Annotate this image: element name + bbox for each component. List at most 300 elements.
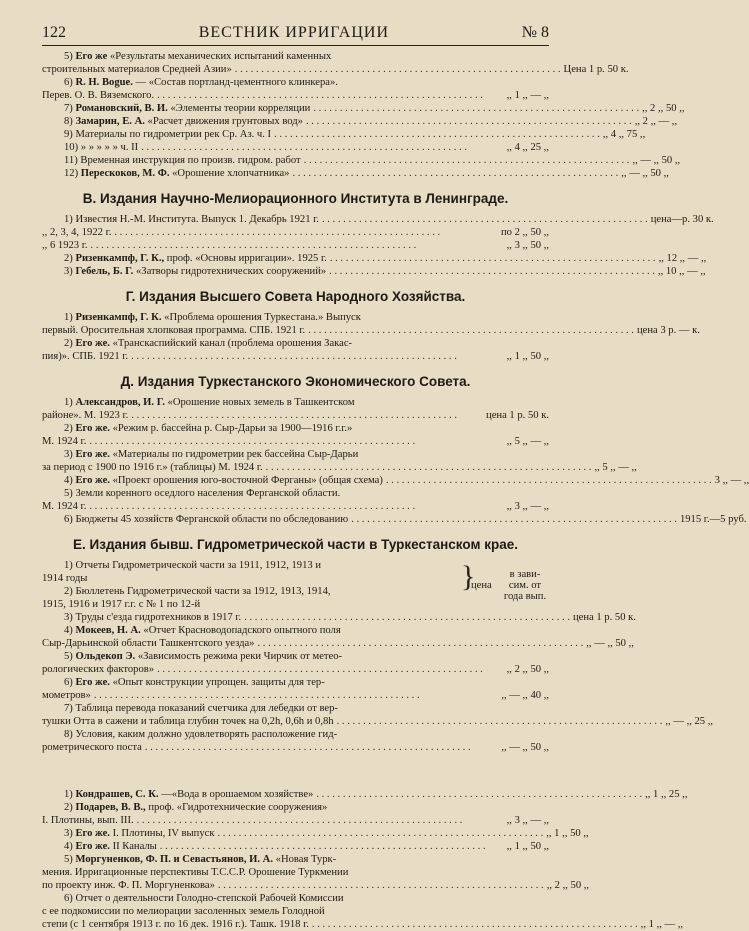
list-item — [42, 689, 549, 702]
item-price: ,, 1 ,, 50 ,, — [546, 828, 589, 839]
item-title: мения. Ирригационные перспективы Т.С.С.Р. Орошение Туркмении — [42, 867, 349, 878]
item-number: 2) — [64, 586, 76, 597]
item-title: «Расчет движения грунтовых вод» — [147, 116, 303, 127]
dot-leader — [141, 141, 503, 154]
item-text — [64, 513, 348, 526]
list-item — [42, 559, 459, 572]
section-d — [42, 374, 749, 526]
item-price: 1915 г.—5 руб. — [679, 514, 747, 525]
item-number: 1) — [64, 560, 76, 571]
section-g-list — [42, 311, 700, 363]
item-author: Моргуненков, Ф. П. и Севастьянов, И. А. — [75, 854, 276, 865]
item-title: «Зависимость режима реки Чирчик от метео- — [137, 651, 343, 662]
item-author: Его же. — [75, 423, 113, 434]
item-title: ,, 6 1923 г. — [42, 240, 88, 251]
brace-note: в зави- сим. от года вып. — [503, 568, 547, 602]
dot-leader — [330, 252, 656, 265]
dot-leader — [89, 500, 503, 513]
section-e-title: Е. Издания бывш. Гидрометрической части в Туркестанском крае. — [73, 537, 518, 552]
item-price: ,, 3 ,, 50 ,, — [506, 240, 549, 251]
item-number: 6) — [64, 514, 76, 525]
item-text — [64, 585, 331, 598]
item-text — [64, 167, 289, 180]
item-number: 2) — [64, 253, 76, 264]
list-item — [42, 115, 678, 128]
item-title: М. 1924 г. — [42, 436, 87, 447]
item-title: «Затворы гидротехнических сооружений» — [135, 266, 327, 277]
item-title: рологических факторов» — [42, 664, 155, 675]
list-item — [42, 801, 549, 814]
item-author: Замарин, Е. А. — [75, 116, 148, 127]
item-text — [42, 715, 334, 728]
item-text — [64, 676, 325, 689]
item-title: » » » » » ч. II — [80, 142, 139, 153]
item-text — [42, 866, 348, 879]
item-number: 1) — [64, 789, 76, 800]
item-text — [64, 422, 352, 435]
item-text — [64, 650, 342, 663]
list-item — [42, 63, 629, 76]
item-price: ,, 1 ,, — ,, — [506, 90, 549, 101]
item-text — [64, 624, 341, 637]
item-title: «Материалы по гидрометрии рек бассейна Сыр-Дарьи — [112, 449, 359, 460]
item-title: 1915, 1916 и 1917 г.г. с № 1 по 12-й — [42, 599, 201, 610]
list-item — [42, 487, 549, 500]
item-author: Гебель, Б. Г. — [75, 266, 136, 277]
item-number: 6) — [64, 77, 76, 88]
item-text — [64, 50, 331, 63]
item-price: цена 1 р. 50 к. — [572, 612, 636, 623]
spacer — [42, 754, 549, 788]
item-text — [42, 239, 88, 252]
item-text — [64, 474, 383, 487]
list-item — [42, 892, 549, 905]
item-text — [64, 311, 361, 324]
item-title: рометрического поста — [42, 742, 142, 753]
list-item — [42, 226, 549, 239]
item-number: 4) — [64, 841, 76, 852]
item-number: 1) — [64, 312, 76, 323]
list-item — [42, 585, 459, 598]
item-number: 4) — [64, 475, 76, 486]
section-e-list — [42, 611, 714, 754]
item-author: Ризенкампф, Г. К., — [75, 253, 167, 264]
list-item — [42, 866, 549, 879]
item-text — [42, 350, 128, 363]
item-price: цена 3 р. — к. — [636, 325, 700, 336]
dot-leader — [217, 827, 543, 840]
item-price: по 2 ,, 50 ,, — [500, 227, 549, 238]
item-text — [42, 63, 232, 76]
list-item — [42, 311, 549, 324]
dot-leader — [312, 918, 638, 931]
dot-leader — [306, 115, 632, 128]
item-text — [64, 141, 138, 154]
item-title: районе». М. 1923 г. — [42, 410, 129, 421]
item-text — [64, 252, 327, 265]
item-text — [64, 801, 327, 814]
item-author: Перескоков, М. Ф. — [80, 168, 173, 179]
list-item — [42, 461, 637, 474]
list-item — [42, 337, 549, 350]
dot-leader — [386, 474, 712, 487]
item-title: тушки Отта в сажени и таблица глубин точек на 0,2h, 0,6h и 0,8h — [42, 716, 334, 727]
item-text — [42, 879, 215, 892]
brace: } — [461, 560, 476, 593]
item-title: «Новая Турк- — [275, 854, 337, 865]
item-text — [64, 154, 301, 167]
item-number: 12) — [64, 168, 81, 179]
item-text — [42, 663, 154, 676]
item-text — [64, 702, 338, 715]
item-title: «Режим р. бассейна р. Сыр-Дарьи за 1900—1916 г.г.» — [112, 423, 353, 434]
list-item — [42, 598, 459, 611]
list-item — [42, 879, 590, 892]
list-item — [42, 637, 634, 650]
dot-leader — [157, 663, 504, 676]
list-item — [42, 624, 549, 637]
item-text — [64, 487, 340, 500]
item-text — [42, 409, 128, 422]
dot-leader — [274, 128, 600, 141]
item-number: 1) — [64, 214, 76, 225]
list-item — [42, 396, 549, 409]
dot-leader — [257, 637, 583, 650]
page-number: 122 — [42, 24, 66, 41]
item-title: Труды с'езда гидротехников в 1917 г. — [75, 612, 242, 623]
list-item — [42, 728, 549, 741]
list-item — [42, 89, 549, 102]
item-text — [42, 918, 309, 931]
item-number: 6) — [64, 893, 76, 904]
item-price: ,, 2 ,, 50 ,, — [506, 664, 549, 675]
item-number: 10) — [64, 142, 81, 153]
list-item — [42, 50, 549, 63]
list-item — [42, 814, 549, 827]
item-author: Ризенкампф, Г. К. — [75, 312, 165, 323]
list-item — [42, 409, 549, 422]
header-rule — [42, 45, 549, 46]
list-item — [42, 350, 549, 363]
item-text — [42, 461, 263, 474]
item-number: 1) — [64, 397, 76, 408]
item-number: 3) — [64, 612, 76, 623]
list-item — [42, 663, 549, 676]
item-number: 2) — [64, 338, 76, 349]
item-title: Условия, каким должно удовлетворять расположение гид- — [75, 729, 338, 740]
item-text — [64, 853, 336, 866]
item-title: — «Состав портланд-цементного клинкера». — [135, 77, 338, 88]
list-item — [42, 474, 749, 487]
item-title: с ее подкомиссии по мелиорации засоленных земель Голодной — [42, 906, 325, 917]
brace-price-label: цена — [471, 579, 492, 591]
bottom-list — [42, 788, 688, 931]
list-item — [42, 252, 707, 265]
journal-title: ВЕСТНИК ИРРИГАЦИИ — [198, 24, 390, 41]
item-title: Материалы по гидрометрии рек Ср. Аз. ч. I — [75, 129, 272, 140]
item-title: Сыр-Дарьинской области Ташкентского уезда» — [42, 638, 255, 649]
section-v-title: В. Издания Научно-Мелиорационного Института в Ленинграде. — [82, 191, 509, 206]
item-title: степи (с 1 сентября 1913 г. по 16 дек. 1916 г.). Ташк. 1918 г. — [42, 919, 309, 930]
item-price: ,, — ,, 50 ,, — [621, 168, 669, 179]
item-author: Его же — [75, 51, 110, 62]
section-g-title: Г. Издания Высшего Совета Народного Хозяйства. — [125, 289, 466, 304]
list-item — [42, 500, 549, 513]
section-g — [42, 289, 700, 363]
item-title: проф. «Основы ирригации». 1925 г. — [166, 253, 327, 264]
dot-leader — [292, 167, 618, 180]
list-item — [42, 611, 636, 624]
list-item — [42, 128, 646, 141]
item-author: R. H. Bogue. — [75, 77, 136, 88]
dot-leader — [266, 461, 592, 474]
issue-number: № 8 — [521, 24, 549, 41]
item-text — [42, 226, 111, 239]
item-title: «Орошение новых земель в Ташкентском — [167, 397, 355, 408]
list-item — [42, 715, 714, 728]
item-number: 5) — [64, 651, 76, 662]
item-text — [64, 827, 214, 840]
section-v — [42, 191, 714, 278]
item-title: —«Вода в орошаемом хозяйстве» — [161, 789, 314, 800]
list-item — [42, 513, 747, 526]
item-text — [42, 435, 86, 448]
item-title: проф. «Гидротехнические сооружения» — [148, 802, 328, 813]
item-title: «Транскаспийский канал (проблема орошения Закас- — [112, 338, 353, 349]
item-title: Таблица перевода показаний счетчика для лебедки от вер- — [75, 703, 338, 714]
item-author: Кондрашев, С. К. — [75, 789, 162, 800]
item-price: ,, 4 ,, 25 ,, — [506, 142, 549, 153]
list-item — [42, 265, 706, 278]
dot-leader — [235, 63, 561, 76]
item-author: Его же. — [75, 841, 113, 852]
list-item — [42, 650, 549, 663]
item-price: Цена 1 р. 50 к. — [563, 64, 629, 75]
item-title: пия)». СПБ. 1921 г. — [42, 351, 129, 362]
item-text — [42, 598, 200, 611]
item-text — [64, 337, 352, 350]
item-title: по проекту инж. Ф. П. Моргуненкова» — [42, 880, 215, 891]
dot-leader — [137, 814, 504, 827]
dot-leader — [145, 741, 498, 754]
item-author: Александров, И. Г. — [75, 397, 168, 408]
list-item — [42, 141, 549, 154]
item-text — [64, 115, 303, 128]
list-item — [42, 676, 549, 689]
dot-leader — [157, 89, 504, 102]
dot-leader — [131, 409, 483, 422]
list-item — [42, 324, 700, 337]
item-number: 8) — [64, 729, 76, 740]
item-number: 3) — [64, 449, 76, 460]
item-author: Его же. — [75, 449, 113, 460]
top-list — [42, 50, 685, 180]
item-text — [64, 448, 358, 461]
item-price: ,, — ,, 50 ,, — [632, 155, 681, 166]
list-item — [42, 435, 549, 448]
item-title: Земли коренного оседлого населения Ферганской области. — [75, 488, 341, 499]
item-price: ,, 2 ,, 50 ,, — [642, 103, 685, 114]
dot-leader — [351, 513, 677, 526]
section-d-title: Д. Издания Туркестанского Экономического Совета. — [120, 374, 471, 389]
item-title: первый. Оросительная хлопковая программа. СПБ. 1921 г. — [42, 325, 306, 336]
item-text — [64, 102, 310, 115]
item-title: Перев. О. В. Вяземского. — [42, 90, 155, 101]
item-author: Романовский, В. И. — [75, 103, 171, 114]
dot-leader — [114, 226, 498, 239]
item-number: 5) — [64, 854, 76, 865]
list-item — [42, 213, 714, 226]
item-text — [64, 396, 355, 409]
item-title: за период с 1900 по 1916 г.» (таблицы) М. 1924 г. — [42, 462, 263, 473]
dot-leader — [91, 239, 504, 252]
item-text — [42, 689, 91, 702]
item-price: 3 ,, — ,, — [714, 475, 749, 486]
dot-leader — [337, 715, 663, 728]
item-text — [64, 840, 157, 853]
item-title: Отчет о деятельности Голодно-степской Рабочей Комиссии — [75, 893, 344, 904]
item-number: 2) — [64, 423, 76, 434]
list-item — [42, 905, 549, 918]
list-item — [42, 741, 549, 754]
item-number: 4) — [64, 625, 76, 636]
item-author: Его же. — [75, 475, 113, 486]
item-title: «Опыт конструкции упрощен. защиты для тер- — [112, 677, 325, 688]
item-text — [64, 559, 321, 572]
item-title: М. 1924 г. — [42, 501, 87, 512]
item-title: 1914 годы — [42, 573, 88, 584]
item-text — [64, 76, 338, 89]
section-v-list — [42, 213, 714, 278]
item-price: ,, 4 ,, 75 ,, — [602, 129, 646, 140]
section-d-list — [42, 396, 749, 526]
item-price: ,, 5 ,, — ,, — [594, 462, 637, 473]
dot-leader — [308, 324, 634, 337]
list-item — [42, 76, 549, 89]
item-number: 2) — [64, 802, 76, 813]
item-text — [42, 905, 325, 918]
item-price: ,, 3 ,, — ,, — [506, 815, 549, 826]
braced-group — [42, 559, 549, 611]
item-title: строительных материалов Средней Азии» — [42, 64, 232, 75]
dot-leader — [94, 689, 498, 702]
item-text — [64, 788, 313, 801]
page-header — [42, 24, 549, 42]
item-price: ,, — ,, 50 ,, — [586, 638, 634, 649]
dot-leader — [244, 611, 570, 624]
item-price: ,, — ,, 25 ,, — [665, 716, 714, 727]
item-author: Его же. — [75, 677, 113, 688]
item-text — [42, 572, 87, 585]
dot-leader — [329, 265, 655, 278]
item-title: ,, 2, 3, 4, 1922 г. — [42, 227, 112, 238]
list-item — [42, 788, 688, 801]
item-number: 5) — [64, 51, 76, 62]
list-item — [42, 102, 685, 115]
dot-leader — [316, 788, 642, 801]
list-item — [42, 448, 549, 461]
item-price: цена—р. 30 к. — [650, 214, 714, 225]
item-title: Временная инструкция по произв. гидром. работ — [80, 155, 301, 166]
list-item — [42, 853, 549, 866]
item-price: ,, 12 ,, — ,, — [658, 253, 707, 264]
item-author: Мокеев, Н. А. — [75, 625, 144, 636]
item-author: Подарев, В. В., — [75, 802, 149, 813]
item-text — [42, 324, 305, 337]
item-price: ,, 1 ,, 25 ,, — [645, 789, 688, 800]
item-title: Бюллетень Гидрометрической части за 1912, 1913, 1914, — [75, 586, 331, 597]
item-number: 11) — [64, 155, 81, 166]
dot-leader — [160, 840, 504, 853]
item-text — [42, 741, 142, 754]
item-number: 3) — [64, 266, 76, 277]
list-item — [42, 154, 681, 167]
item-title: «Проект орошения юго-восточной Ферганы» (общая схема) — [112, 475, 383, 486]
item-author: Его же. — [75, 338, 113, 349]
item-price: ,, 5 ,, — ,, — [506, 436, 549, 447]
item-price: ,, 3 ,, — ,, — [506, 501, 549, 512]
braced-lines — [42, 559, 459, 611]
item-text — [64, 728, 337, 741]
item-title: «Отчет Красноводопадского опытного поля — [143, 625, 341, 636]
item-text — [42, 637, 254, 650]
item-number: 6) — [64, 677, 76, 688]
list-item — [42, 239, 549, 252]
item-title: Отчеты Гидрометрической части за 1911, 1912, 1913 и — [75, 560, 322, 571]
item-text — [64, 128, 271, 141]
dot-leader — [313, 102, 639, 115]
item-price: ,, 1 ,, 50 ,, — [506, 841, 549, 852]
list-item — [42, 702, 549, 715]
dot-leader — [89, 435, 503, 448]
item-price: ,, 1 ,, 50 ,, — [506, 351, 549, 362]
item-number: 7) — [64, 703, 76, 714]
item-number: 9) — [64, 129, 76, 140]
item-author: Его же. — [75, 828, 113, 839]
item-price: цена 1 р. 50 к. — [486, 410, 549, 421]
list-item — [42, 918, 684, 931]
item-price: ,, 10 ,, — ,, — [657, 266, 706, 277]
list-item — [42, 827, 589, 840]
item-price: ,, 2 ,, — ,, — [634, 116, 678, 127]
item-text — [64, 611, 241, 624]
item-text — [64, 213, 319, 226]
item-author: Ольдекоп Э. — [75, 651, 138, 662]
item-title: «Проблема орошения Туркестана.» Выпуск — [164, 312, 361, 323]
item-title: Известия Н.-М. Института. Выпуск 1. Декабрь 1921 г. — [75, 214, 319, 225]
item-price: ,, — ,, 50 ,, — [501, 742, 549, 753]
item-number: 7) — [64, 103, 76, 114]
item-text — [42, 500, 86, 513]
item-number: 5) — [64, 488, 76, 499]
section-e — [42, 537, 714, 754]
item-text — [42, 89, 154, 102]
item-title: «Орошение хлопчатника» — [172, 168, 290, 179]
item-title: I. Плотины, IV выпуск — [112, 828, 215, 839]
item-title: мометров» — [42, 690, 91, 701]
dot-leader — [322, 213, 648, 226]
item-price: ,, — ,, 40 ,, — [501, 690, 549, 701]
item-title: II Каналы — [112, 841, 157, 852]
list-item — [42, 572, 459, 585]
item-title: «Результаты механических испытаний каменных — [109, 51, 332, 62]
item-text — [64, 265, 326, 278]
dot-leader — [218, 879, 544, 892]
item-number: 3) — [64, 828, 76, 839]
dot-leader — [304, 154, 630, 167]
item-number: 8) — [64, 116, 76, 127]
item-text — [42, 814, 134, 827]
